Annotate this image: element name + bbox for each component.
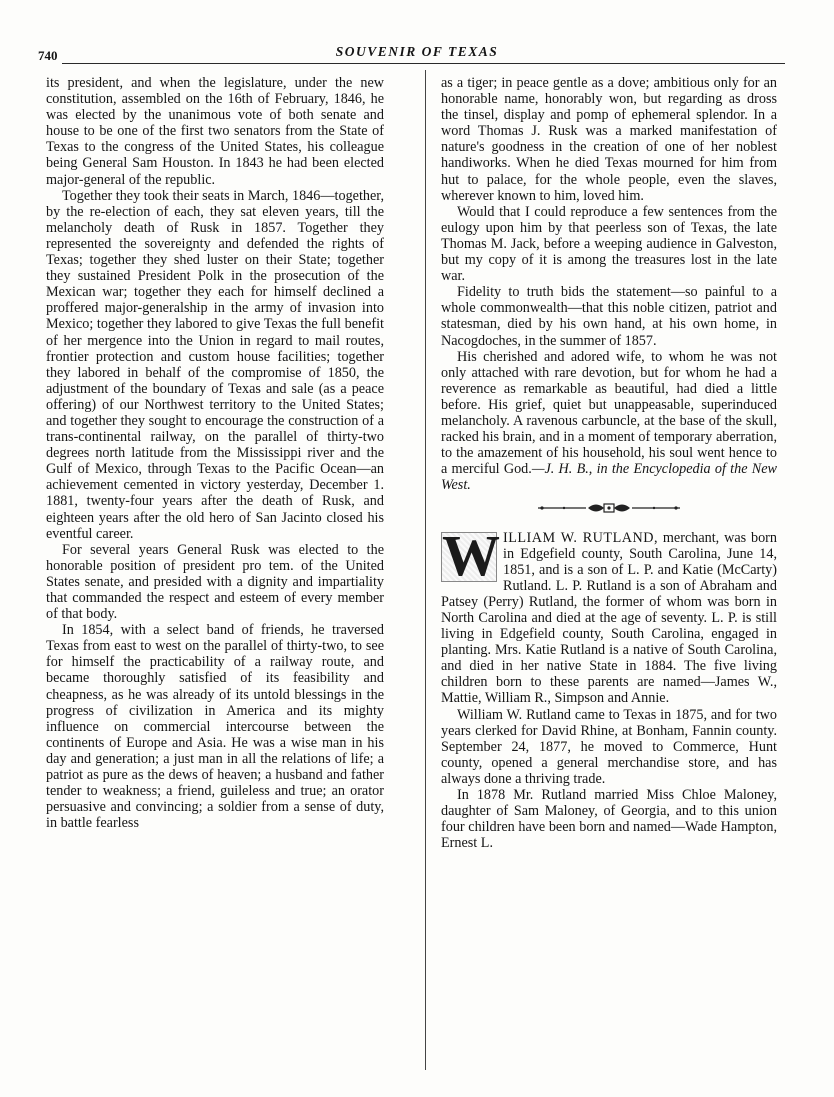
left-column	[46, 75, 384, 831]
right-paragraph-3: Fidelity to truth bids the statement—so painful to a whole commonwealth—that this noble citizen, patriot and statesman, died by his own hand, at his own home, in Nacogdoches, in the summer of 1857.	[441, 284, 777, 349]
right-column	[441, 75, 777, 851]
running-title: SOUVENIR OF TEXAS	[335, 44, 499, 59]
left-paragraph-2: Together they took their seats in March, 1846—together, by the re-election of each, they sat eleven years, till the melancholy death of Rusk in 1857. Together they represented the sovereignty and defended the rights of Texas; together they shed luster on their State; together they sustained President Polk in the prosecution of the Mexican war; together they each for himself declined a proffered major-generalship in the army of invasion into Mexico; together they labored to give Texas the full benefit of her mergence into the Union in regard to mail routes, frontier protection and custom house facilities; together they labored in behalf of the compromise of 1850, the adjustment of the boundary of Texas and sale (as a peace offering) of our Northwest territory to the United States; and together they sought to encourage the construction of a trans-continental railway, on the parallel of thirty-two degrees north latitude from the Mississippi river and the Gulf of Mexico, through Texas to the Pacific Ocean—an achievement cemented in victory yesterday, December 1. 1881, twenty-four years after the death of Rusk, and eighteen years after the old hero of San Jacinto closed his eventful career.	[46, 187, 384, 542]
ornament-divider-icon	[534, 501, 684, 515]
biography-paragraph-3: In 1878 Mr. Rutland married Miss Chloe Maloney, daughter of Sam Maloney, of Georgia, and to this union four children have been born and named—Wade Hampton, Ernest L.	[441, 787, 777, 852]
left-paragraph-3: For several years General Rusk was elected to the honorable position of president pro tem. of the United States senate, and presided with a dignity and impartiality that commanded the respect and esteem of every member of that body.	[46, 541, 384, 623]
right-paragraph-2: Would that I could reproduce a few sentences from the eulogy upon him by that peerless son of Texas, the late Thomas M. Jack, before a weeping audience in Galveston, but my copy of it is among the treasures lost in the late war.	[441, 203, 777, 285]
drop-cap-initial: W	[442, 522, 500, 588]
left-paragraph-1: its president, and when the legislature, under the new constitution, assembled on the 16th of February, 1846, he was elected by the unanimous vote of both senate and house to be one of the first two senators from the State of Texas to the congress of the United States, his colleague being General Sam Houston. In 1843 he had been elected major-general of the republic.	[46, 75, 384, 188]
biography-name: ILLIAM W. RUTLAND,	[503, 529, 659, 546]
biography-intro: merchant, was born in Edgefield county, South Carolina, June 14, 1851, and is a son of L. P. and Katie (McCarty) Rutland. L. P. Rutland is a son of Abraham and Patsey (Perry) Rutland, the former of whom was born in North Carolina and died at the age of seventy. L. P. is still living in Edgefield county, South Carolina, engaged in planting. Mrs. Katie Rutland is a native of South Carolina, and died in her native State in 1884. The five living children born to these parents are named—James W., Mattie, William R., Simpson and Annie.	[441, 529, 777, 707]
page-number: 740	[38, 48, 58, 63]
header-rule	[62, 63, 785, 64]
biography-paragraph-2: William W. Rutland came to Texas in 1875, and for two years clerked for David Rhine, at Bonham, Fannin county. September 24, 1877, he moved to Commerce, Hunt county, opened a general merchandise store, and has always done a thriving trade.	[441, 706, 777, 787]
citation: —J. H. B., in the Encyclopedia of the New West.	[441, 461, 777, 494]
rusk-final-paragraph: His cherished and adored wife, to whom he was not only attached with rare devotion, but for whom he had a reverence as remarkable as beautiful, had died a little before. His grief, quiet but unappeasable, superinduced melancholy. A ravenous carbuncle, at the base of the skull, racked his brain, and in a moment of temporary aberration, to the amazement of his household, his soul went hence to a merciful God.	[441, 348, 777, 478]
section-ornament	[441, 499, 777, 515]
right-paragraph-1: as a tiger; in peace gentle as a dove; ambitious only for an honorable name, honorably won, but regarding as dross the tinsel, display and pomp of ephemeral splendor. In a word Thomas J. Rusk was a marked manifestation of nature's goodness in the creation of one of her noblest handiworks. When he died Texas mourned for him from hut to palace, for the whole people, even the slaves, wherever known to him, loved him.	[441, 75, 777, 204]
right-paragraph-4	[441, 349, 777, 494]
left-paragraph-4: In 1854, with a select band of friends, he traversed Texas from east to west on the parallel of thirty-two, to see for himself the practicability of a railway route, and became thoroughly satisfied of its feasibility and cheapness, as he was already of its untold blessings in the progress of civilization in America and its mighty influence on commercial intercourse between the continents of Europe and Asia. He was a wise man in his day and generation; a just man in all the relations of life; a patriot as pure as the dews of heaven; a husband and father tender to weakness; a friend, guileless and true; an orator persuasive and convincing; a soldier from a sense of duty, in battle fearless	[46, 622, 384, 832]
column-divider	[425, 70, 426, 1070]
biography-first-paragraph	[441, 522, 777, 707]
